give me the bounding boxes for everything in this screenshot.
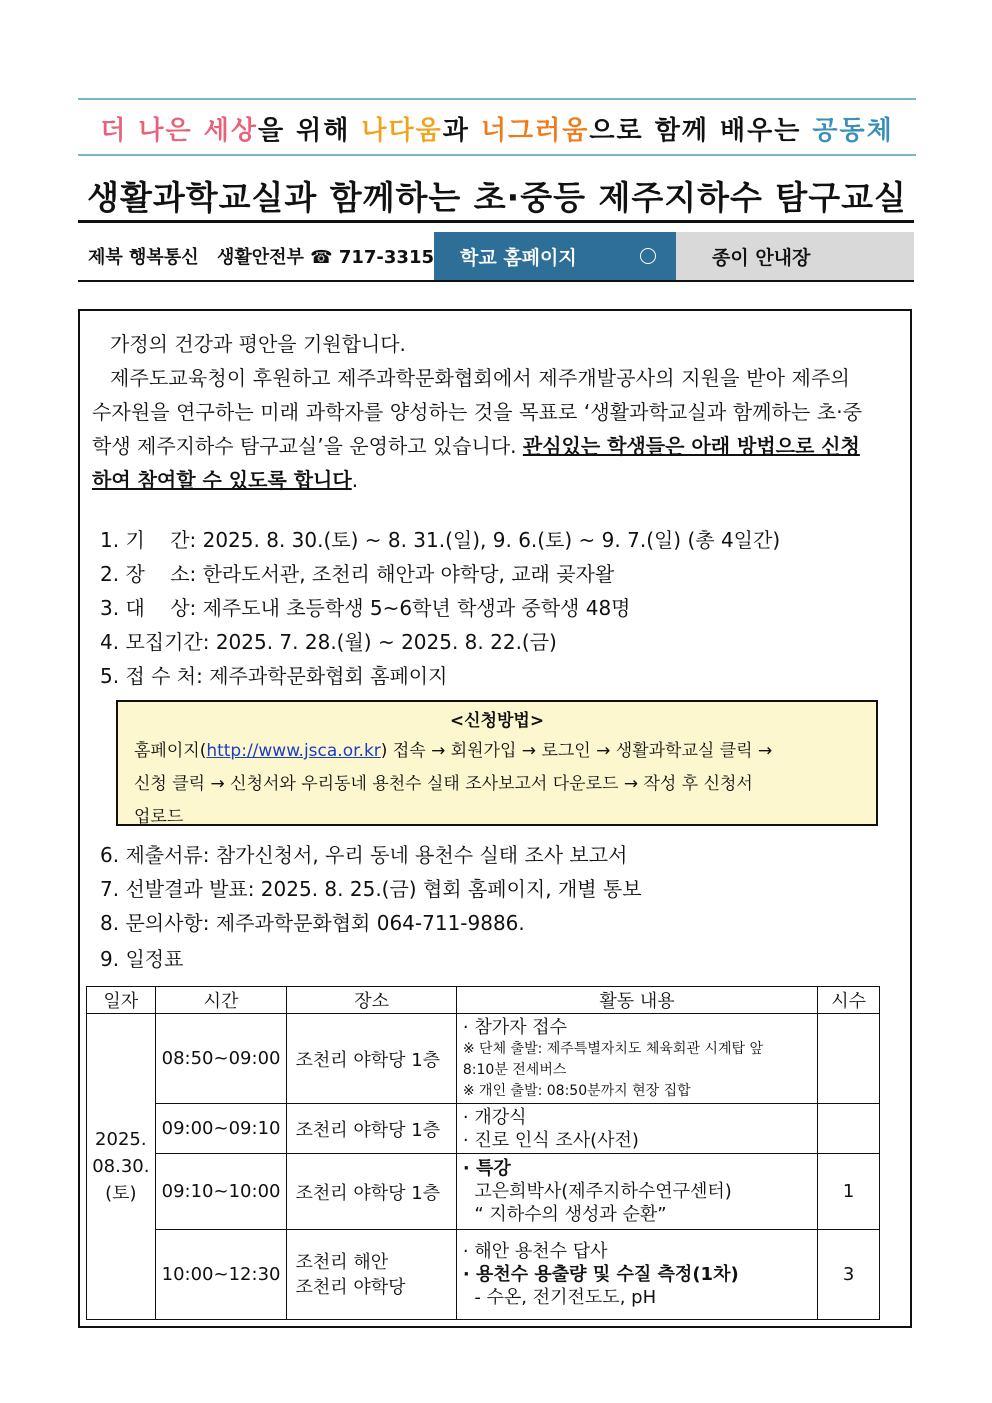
apply-text: 홈페이지(	[134, 741, 207, 761]
item-recruit-period: 4. 모집기간: 2025. 7. 28.(월) ~ 2025. 8. 22.(금)	[100, 630, 557, 654]
table-row	[87, 1104, 880, 1154]
slogan-part: 나다움	[361, 115, 443, 146]
paper-notice-label: 종이 안내장	[712, 246, 811, 269]
activity-line: · 용천수 용출량 및 수질 측정(1차)	[462, 1264, 739, 1285]
activity-line: · 개강식	[462, 1106, 527, 1128]
intro-paragraph	[92, 327, 892, 497]
intro-line: 가정의 건강과 평안을 기원합니다.	[110, 332, 406, 356]
activity-line: 고은희박사(제주지하수연구센터)	[462, 1181, 732, 1202]
column-header: 활동 내용	[456, 987, 817, 1014]
slogan-part: 더 나은 세상	[100, 115, 258, 146]
apply-text: ) 접속 → 회원가입 → 로그인 → 생활과학교실 클릭 →	[380, 741, 773, 761]
hours-cell: 3	[818, 1230, 880, 1320]
time-cell: 09:10~10:00	[155, 1154, 287, 1230]
place-line: 조천리 야학당	[295, 1276, 406, 1298]
slogan-part: 과	[442, 115, 481, 146]
time-cell: 08:50~09:00	[155, 1014, 287, 1104]
place-line: 조천리 해안	[295, 1251, 389, 1273]
application-method-title: <신청방법>	[449, 711, 545, 731]
slogan-top-rule	[78, 98, 916, 100]
item-location: 2. 장 소: 한라도서관, 조천리 해안과 야학당, 교래 곶자왈	[100, 562, 615, 586]
place-cell: 조천리 야학당 1층	[287, 1014, 456, 1104]
date-text: 08.30.	[92, 1156, 150, 1177]
item-documents: 6. 제출서류: 참가신청서, 우리 동네 용천수 실태 조사 보고서	[100, 843, 628, 867]
column-header: 장소	[287, 987, 456, 1014]
activity-note: ※ 단체 출발: 제주특별자치도 체육회관 시계탑 앞	[462, 1040, 763, 1057]
paper-notice-tab[interactable]	[676, 232, 914, 280]
intro-line: 제주도교육청이 후원하고 제주과학문화협회에서 제주개발공사의 지원을 받아 제주의	[110, 366, 850, 390]
intro-period: .	[351, 468, 359, 492]
place-cell: 조천리 야학당 1층	[287, 1104, 456, 1154]
intro-emphasis: 관심있는 학생들은 아래 방법으로 신청	[522, 434, 860, 458]
newsletter-name: 제북 행복통신	[88, 247, 199, 268]
hours-cell	[818, 1014, 880, 1104]
table-header-row	[87, 987, 880, 1014]
item-inquiry: 8. 문의사항: 제주과학문화협회 064-711-9886.	[100, 911, 525, 935]
activity-line: · 특강	[462, 1158, 511, 1179]
info-bar-rule	[78, 280, 914, 282]
school-homepage-label: 학교 홈페이지	[460, 246, 577, 269]
item-results: 7. 선발결과 발표: 2025. 8. 25.(금) 협회 홈페이지, 개별 통보	[100, 877, 642, 901]
intro-line: 수자원을 연구하는 미래 과학자를 양성하는 것을 목표로 ‘생활과학교실과 함께하는 초·중	[92, 400, 863, 424]
intro-line	[92, 429, 892, 463]
activity-line: · 참가자 접수	[462, 1016, 567, 1038]
slogan-bottom-rule	[78, 154, 916, 156]
item-schedule: 9. 일정표	[100, 947, 184, 971]
activity-cell	[456, 1104, 817, 1154]
activity-cell	[456, 1154, 817, 1230]
schedule-table	[86, 986, 880, 1320]
intro-line	[92, 463, 892, 497]
date-cell	[87, 1014, 156, 1320]
place-cell	[287, 1230, 456, 1320]
time-cell: 09:00~09:10	[155, 1104, 287, 1154]
intro-emphasis: 하여 참여할 수 있도록 합니다	[92, 468, 352, 492]
application-step-line: 업로드	[134, 807, 184, 827]
department-phone: 생활안전부 ☎ 717-3315	[216, 247, 434, 268]
activity-line: · 진로 인식 조사(사전)	[462, 1129, 639, 1151]
intro-text: 학생 제주지하수 탐구교실’을 운영하고 있습니다.	[92, 434, 523, 458]
info-bar	[78, 232, 914, 280]
activity-cell	[456, 1014, 817, 1104]
place-cell: 조천리 야학당 1층	[287, 1154, 456, 1230]
slogan-part: 공동체	[812, 115, 894, 146]
school-homepage-tab[interactable]	[434, 232, 676, 280]
slogan-part: 너그러움	[480, 115, 590, 146]
application-method-box	[116, 700, 878, 826]
application-step-line: 신청 클릭 → 신청서와 우리동네 용천수 실태 조사보고서 다운로드 → 작성 후 신청서	[134, 774, 753, 794]
application-step-line	[134, 736, 772, 761]
info-bar-department	[78, 232, 434, 280]
homepage-link[interactable]: http://www.jsca.or.kr	[206, 741, 381, 761]
slogan	[78, 104, 916, 152]
table-row	[87, 1154, 880, 1230]
table-row	[87, 1230, 880, 1320]
slogan-part: 을 위해	[257, 115, 362, 146]
slogan-part: 으로 함께 배우는	[589, 115, 813, 146]
table-row	[87, 1014, 880, 1104]
time-cell: 10:00~12:30	[155, 1230, 287, 1320]
column-header: 시간	[155, 987, 287, 1014]
title-rule	[78, 220, 914, 223]
date-text: (토)	[105, 1183, 137, 1204]
activity-line: “ 지하수의 생성과 순환”	[462, 1204, 667, 1225]
hours-cell: 1	[818, 1154, 880, 1230]
circle-icon	[640, 248, 656, 264]
page-title: 생활과학교실과 함께하는 초·중등 제주지하수 탐구교실	[87, 178, 907, 217]
item-reception: 5. 접 수 처: 제주과학문화협회 홈페이지	[100, 664, 448, 688]
activity-line: · 해안 용천수 답사	[462, 1241, 608, 1262]
item-target: 3. 대 상: 제주도내 초등학생 5~6학년 학생과 중학생 48명	[100, 596, 631, 620]
activity-note: 8:10분 전세버스	[462, 1061, 567, 1078]
activity-note: ※ 개인 출발: 08:50분까지 현장 집합	[462, 1082, 691, 1099]
date-text: 2025.	[95, 1129, 147, 1150]
activity-line: - 수온, 전기전도도, pH	[462, 1287, 657, 1308]
column-header: 일자	[87, 987, 156, 1014]
column-header: 시수	[818, 987, 880, 1014]
activity-cell	[456, 1230, 817, 1320]
item-period: 1. 기 간: 2025. 8. 30.(토) ~ 8. 31.(일), 9. 6.(토) ~ 9. 7.(일) (총 4일간)	[100, 528, 781, 552]
hours-cell	[818, 1104, 880, 1154]
